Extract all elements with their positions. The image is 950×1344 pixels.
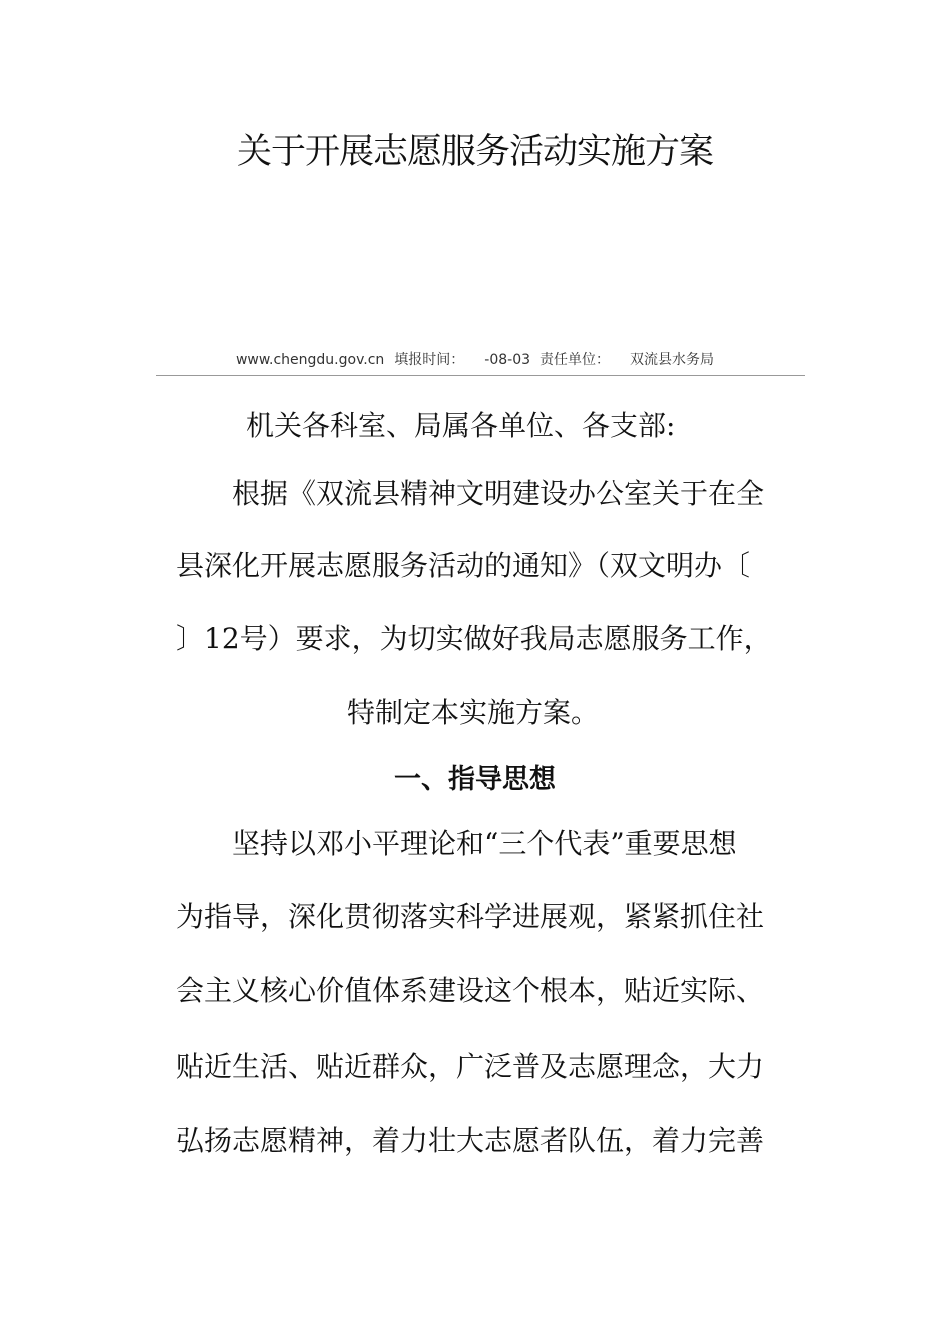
meta-unit-value: 双流县水务局: [630, 352, 715, 368]
meta-fill-time-label: 填报时间：: [394, 352, 465, 368]
section-1-line-1: 坚持以邓小平理论和“三个代表”重要思想: [232, 827, 737, 860]
document-title: 关于开展志愿服务活动实施方案: [236, 132, 713, 172]
section-1-line-5: 弘扬志愿精神，着力壮大志愿者队伍，着力完善: [176, 1124, 765, 1157]
meta-fill-time-value: -08-03: [484, 352, 531, 368]
intro-line-3: 〕12号）要求，为切实做好我局志愿服务工作，: [176, 622, 772, 655]
section-1-line-4: 贴近生活、贴近群众，广泛普及志愿理念，大力: [176, 1050, 765, 1083]
intro-line-4: 特制定本实施方案。: [347, 696, 600, 729]
section-1-line-2: 为指导，深化贯彻落实科学进展观，紧紧抓住社: [176, 900, 765, 933]
intro-line-1: 根据《双流县精神文明建设办公室关于在全: [232, 477, 765, 510]
section-heading: 一、指导思想: [394, 764, 556, 795]
document-meta: [0, 350, 950, 371]
meta-unit-label: 责任单位：: [540, 352, 611, 368]
intro-line-2: 县深化开展志愿服务活动的通知》（双文明办〔: [176, 549, 751, 582]
section-1-line-3: 会主义核心价值体系建设这个根本，贴近实际、: [176, 974, 765, 1007]
meta-divider: [156, 375, 805, 376]
salutation: 机关各科室、局属各单位、各支部:: [246, 409, 676, 442]
meta-site: www.chengdu.gov.cn: [235, 352, 385, 368]
